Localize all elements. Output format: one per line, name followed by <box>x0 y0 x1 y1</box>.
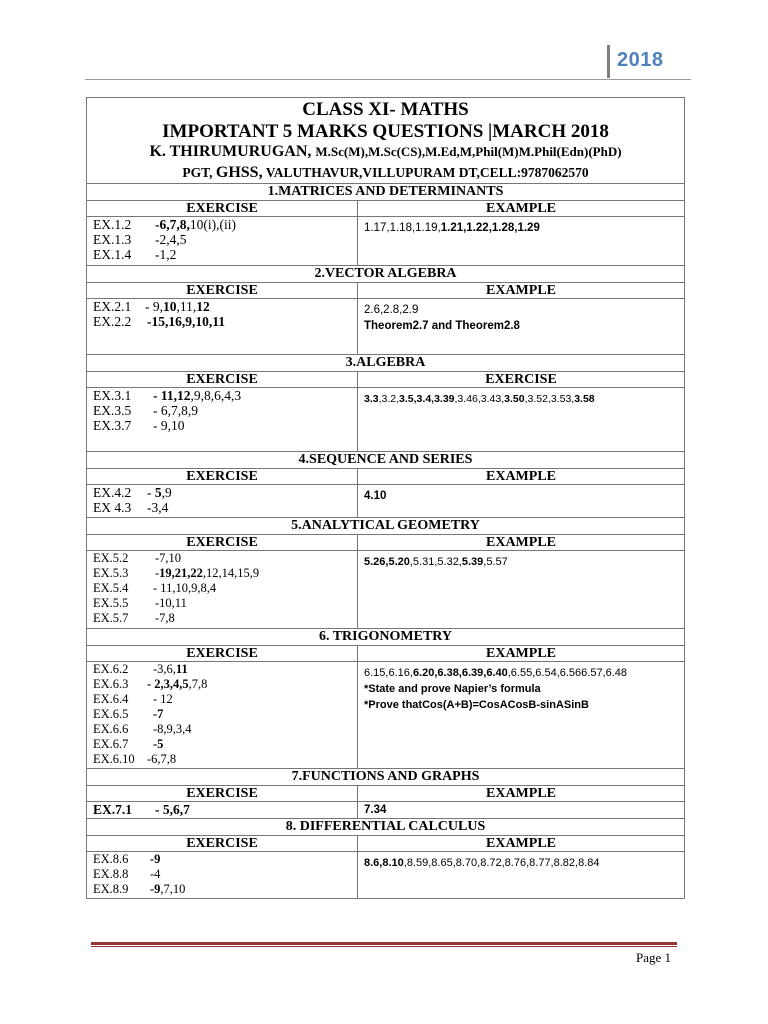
example-header: EXAMPLE <box>357 469 684 485</box>
exercise-code: EX.5.7 <box>93 611 129 625</box>
example-cell <box>357 852 684 898</box>
exercise-header: EXERCISE <box>87 201 357 217</box>
exercise-code: EX.7.1 <box>93 802 133 817</box>
exercise-code: EX.6.3 <box>93 677 129 691</box>
example-header: EXAMPLE <box>357 283 684 299</box>
exercise-code: EX.5.4 <box>93 581 129 595</box>
exercise-cell <box>87 662 357 768</box>
example-cell <box>357 802 684 818</box>
exercise-questions: - 9,10 <box>153 418 185 433</box>
section-title: 8. DIFFERENTIAL CALCULUS <box>87 818 684 836</box>
section-grid <box>87 646 684 768</box>
school: GHSS, <box>215 164 263 181</box>
exercise-code: EX.5.2 <box>93 551 129 565</box>
exercise-code: EX.3.7 <box>93 418 132 433</box>
title-block <box>87 98 684 184</box>
section-title: 2.VECTOR ALGEBRA <box>87 265 684 283</box>
exercise-row <box>93 677 357 692</box>
example-cell <box>357 551 684 628</box>
section-title: 6. TRIGONOMETRY <box>87 628 684 646</box>
exercise-row <box>93 388 357 403</box>
exercise-row <box>93 217 357 232</box>
example-cell <box>357 662 684 768</box>
exercise-code: EX.1.3 <box>93 232 132 247</box>
exercise-questions: ,9,8,6,4,3 <box>190 388 242 403</box>
footer-rule-thick <box>91 942 677 945</box>
exercise-questions: -1,2 <box>155 247 177 262</box>
example-items: 6.15,6.16, <box>364 667 413 679</box>
section-title: 5.ANALYTICAL GEOMETRY <box>87 517 684 535</box>
section-title: 4.SEQUENCE AND SERIES <box>87 451 684 469</box>
exercise-row <box>93 737 357 752</box>
example-line <box>364 220 684 236</box>
exercise-header: EXERCISE <box>87 535 357 551</box>
exercise-row <box>93 581 357 596</box>
exercise-bold-questions: -9 <box>150 882 161 896</box>
section-grid <box>87 786 684 818</box>
exercise-header: EXERCISE <box>87 469 357 485</box>
exercise-questions: -6,7,8 <box>147 752 177 766</box>
exercise-questions: ,9 <box>161 485 172 500</box>
exercise-header: EXERCISE <box>87 786 357 802</box>
exercise-questions: ,11, <box>176 299 197 314</box>
example-header: EXAMPLE <box>357 836 684 852</box>
exercise-questions: ,7,10 <box>160 882 186 896</box>
exercise-questions: -10,11 <box>155 596 187 610</box>
exercise-row <box>93 867 357 882</box>
exercise-row <box>93 551 357 566</box>
example-bold-items: *Prove thatCos(A+B)=CosACosB-sinASinB <box>364 699 589 711</box>
example-line <box>364 554 684 570</box>
footer-rule-thin <box>91 946 677 947</box>
exercise-row <box>93 802 357 817</box>
example-bold-items: 6.20,6.38,6.39,6.40 <box>412 667 508 679</box>
class-title: CLASS XI- MATHS <box>302 99 469 120</box>
example-items: 1.17,1.18,1.19, <box>364 222 441 234</box>
example-header: EXERCISE <box>357 372 684 388</box>
example-cell <box>357 217 684 265</box>
header-divider-bar <box>607 45 610 78</box>
example-cell <box>357 388 684 451</box>
exercise-row <box>93 247 357 262</box>
exercise-code: EX.8.8 <box>93 867 129 881</box>
exercise-questions: ,7,8 <box>188 677 208 691</box>
exercise-header: EXERCISE <box>87 646 357 662</box>
example-header: EXAMPLE <box>357 535 684 551</box>
exercise-bold-questions: -5 <box>153 737 164 751</box>
exercise-row <box>93 485 357 500</box>
exercise-code: EX.1.2 <box>93 217 132 232</box>
exercise-code: EX.8.9 <box>93 882 129 896</box>
exercise-header: EXERCISE <box>87 283 357 299</box>
exercise-row <box>93 314 357 329</box>
exercise-header: EXERCISE <box>87 372 357 388</box>
example-items: ,3.52,3.53, <box>524 393 575 405</box>
exercise-bold-questions: -15,16,9,10,11 <box>147 314 226 329</box>
exercise-code: EX.3.1 <box>93 388 132 403</box>
exercise-bold-questions: - 2,3,4,5 <box>147 677 189 691</box>
exercise-questions: - 9, <box>145 299 163 314</box>
exercise-bold-questions: 11 <box>175 662 188 676</box>
exercise-bold-questions: -7 <box>153 707 164 721</box>
example-header: EXAMPLE <box>357 786 684 802</box>
example-items: ,5.31,5.32, <box>409 556 462 568</box>
exercise-cell <box>87 299 357 354</box>
example-bold-items: Theorem2.7 and Theorem2.8 <box>364 320 520 332</box>
questions-table <box>86 97 685 899</box>
section-grid <box>87 201 684 265</box>
address-line <box>87 162 684 183</box>
exercise-questions: -4 <box>150 867 161 881</box>
example-items: ,3.46,3.43, <box>454 393 505 405</box>
designation: PGT, <box>182 165 213 180</box>
example-bold-items: 7.34 <box>364 804 387 816</box>
exercise-row <box>93 418 357 433</box>
exercise-bold-questions: 5 <box>154 485 162 500</box>
example-line <box>364 665 684 681</box>
exercise-questions: - <box>147 485 155 500</box>
author-qualifications: M.Sc(M),M.Sc(CS),M.Ed,M,Phil(M)M.Phil(Edn)(PhD) <box>315 144 622 159</box>
header-year: 2018 <box>617 49 664 71</box>
exercise-code: EX.6.10 <box>93 752 135 766</box>
exercise-bold-questions: 19,21,22 <box>159 566 203 580</box>
example-line <box>364 681 684 697</box>
section-grid <box>87 372 684 451</box>
example-items: ,3.2, <box>378 393 400 405</box>
header-rule <box>85 79 691 80</box>
exercise-cell <box>87 852 357 898</box>
author-line <box>87 142 684 162</box>
section-title: 3.ALGEBRA <box>87 354 684 372</box>
address: VALUTHAVUR,VILLUPURAM DT,CELL:9787062570 <box>265 165 589 180</box>
exercise-code: EX.2.1 <box>93 299 132 314</box>
example-header: EXAMPLE <box>357 646 684 662</box>
exercise-row <box>93 403 357 418</box>
exercise-code: EX.6.5 <box>93 707 129 721</box>
exercise-row <box>93 752 357 767</box>
exercise-row <box>93 566 357 581</box>
exercise-questions: -2,4,5 <box>155 232 187 247</box>
exercise-code: EX.6.6 <box>93 722 129 736</box>
exercise-row <box>93 299 357 314</box>
author-name: K. THIRUMURUGAN, <box>149 143 312 160</box>
exercise-cell <box>87 802 357 818</box>
exercise-code: EX.6.4 <box>93 692 129 706</box>
example-bold-items: 3.5,3.4,3.39 <box>399 393 455 405</box>
section-grid <box>87 836 684 898</box>
exercise-row <box>93 722 357 737</box>
exercise-questions: ,12,14,15,9 <box>202 566 260 580</box>
section-title: 1.MATRICES AND DETERMINANTS <box>87 184 684 201</box>
exercise-code: EX.6.2 <box>93 662 129 676</box>
example-line <box>364 318 684 334</box>
section-title: 7.FUNCTIONS AND GRAPHS <box>87 768 684 786</box>
exercise-code: EX 4.3 <box>93 500 132 515</box>
exercise-code: EX.4.2 <box>93 485 132 500</box>
exercise-row <box>93 882 357 897</box>
example-line: 2.6,2.8,2.9 <box>364 304 419 316</box>
exercise-questions: -3,6, <box>153 662 176 676</box>
exercise-row <box>93 852 357 867</box>
example-header: EXAMPLE <box>357 201 684 217</box>
exercise-code: EX.1.4 <box>93 247 132 262</box>
exercise-code: EX.8.6 <box>93 852 129 866</box>
exercise-code: EX.5.5 <box>93 596 129 610</box>
exercise-questions: -7,8 <box>155 611 175 625</box>
exercise-row <box>93 662 357 677</box>
section-grid <box>87 283 684 354</box>
example-bold-items: 5.26,5.20 <box>364 556 410 568</box>
exercise-row <box>93 692 357 707</box>
exercise-row <box>93 232 357 247</box>
exercise-questions: - <box>155 566 160 580</box>
exercise-row <box>93 611 357 626</box>
exercise-cell <box>87 551 357 628</box>
example-line <box>364 697 684 713</box>
exercise-questions: - 6,7,8,9 <box>153 403 198 418</box>
exercise-row <box>93 500 357 515</box>
example-bold-items: 3.58 <box>574 393 595 405</box>
example-bold-items: 4.10 <box>364 490 387 502</box>
exercise-row <box>93 596 357 611</box>
exercise-questions: - 12 <box>153 692 173 706</box>
document-title: IMPORTANT 5 MARKS QUESTIONS |MARCH 2018 <box>162 121 609 142</box>
example-items: ,6.55,6.54,6.566.57,6.48 <box>507 667 628 679</box>
page-number: Page 1 <box>636 950 672 965</box>
example-bold-items: 8.6,8.10 <box>364 857 404 869</box>
example-bold-items: *State and prove Napier’s formula <box>364 683 541 695</box>
example-line <box>364 802 684 818</box>
exercise-bold-questions: -6,7,8, <box>155 217 190 232</box>
exercise-bold-questions: 10 <box>163 299 177 314</box>
section-grid <box>87 535 684 628</box>
example-items: ,5.57 <box>483 556 508 568</box>
example-bold-items: 3.50 <box>504 393 525 405</box>
exercise-row <box>93 707 357 722</box>
example-bold-items: 1.21,1.22,1.28,1.29 <box>440 222 540 234</box>
exercise-cell <box>87 217 357 265</box>
exercise-questions: -3,4 <box>147 500 169 515</box>
exercise-bold-questions: 12 <box>196 299 210 314</box>
exercise-bold-questions: - 5,6,7 <box>155 802 190 817</box>
exercise-questions: -7,10 <box>155 551 182 565</box>
exercise-code: EX.5.3 <box>93 566 129 580</box>
example-line <box>364 488 684 504</box>
exercise-bold-questions: - 11,12 <box>153 388 191 403</box>
exercise-cell <box>87 388 357 451</box>
exercise-questions: 10(i),(ii) <box>189 217 236 232</box>
example-line <box>364 855 684 871</box>
exercise-code: EX.2.2 <box>93 314 132 329</box>
exercise-cell <box>87 485 357 517</box>
exercise-code: EX.3.5 <box>93 403 132 418</box>
example-line <box>364 391 684 407</box>
example-items: ,8.59,8.65,8.70,8.72,8.76,8.77,8.82,8.84 <box>403 857 600 869</box>
section-grid <box>87 469 684 517</box>
exercise-code: EX.6.7 <box>93 737 129 751</box>
example-cell <box>357 299 684 354</box>
example-bold-items: 3.3 <box>364 393 379 405</box>
exercise-questions: - 11,10,9,8,4 <box>153 581 217 595</box>
example-bold-items: 5.39 <box>461 556 484 568</box>
exercise-bold-questions: -9 <box>150 852 161 866</box>
example-cell <box>357 485 684 517</box>
exercise-header: EXERCISE <box>87 836 357 852</box>
exercise-questions: -8,9,3,4 <box>153 722 192 736</box>
